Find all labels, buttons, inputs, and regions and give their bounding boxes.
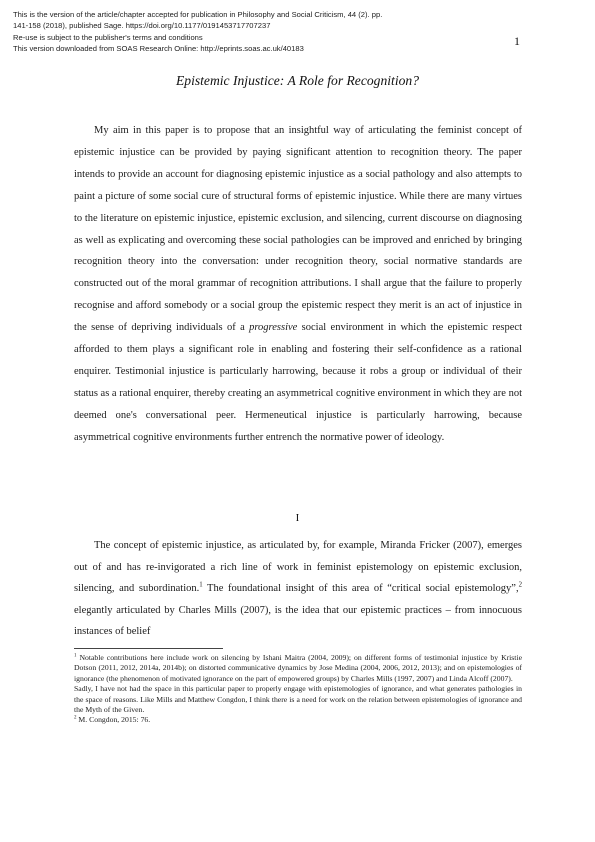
paragraph-text: The foundational insight of this area of “critical social epistemology”,: [202, 583, 519, 594]
page-number: 1: [514, 34, 520, 48]
footnote-text: Notable contributions here include work on silencing by Ishani Maitra (2004, 2009); on different forms of testimonial injustice by Kristie Dotson (2011, 2012, 2014a, 2014b); on distorted communicative dynamics by Jose Medina (2004, 2006, 2012, 2013); and on epistemologies of ignorance (the phenomenon of motivated ignorance on the part of empowered groups) by Charles Mills (1997, 2007) and Linda Alcoff (2007).: [74, 653, 522, 683]
publication-notice: [13, 9, 483, 54]
footnote-marker: 1: [74, 653, 77, 659]
footnote-reference[interactable]: 1: [199, 581, 203, 589]
publication-notice-line: This is the version of the article/chapter accepted for publication in Philosophy and Social Criticism, 44 (2). pp.: [13, 10, 383, 19]
section-paragraph: [74, 535, 522, 643]
abstract-text-continued: social environment in which the epistemic respect afforded to them plays a significant role in enabling and fostering their self-confidence as a rational enquirer. Testimonial injustice is particularly harrowing, because it robs a group or individual of their status as a rational enquirer, thereby creating an asymmetrical cognitive environment in which they are not deemed one's conversational peer. Hermeneutical injustice is particularly harrowing, because asymmetrical cognitive environments further entrench the normative power of ideology.: [74, 322, 523, 443]
footnote-reference[interactable]: 2: [518, 581, 522, 589]
footnote-separator: [74, 648, 223, 649]
publication-notice-line: This version downloaded from SOAS Research Online: http://eprints.soas.ac.uk/40183: [13, 43, 304, 53]
abstract-text: My aim in this paper is to propose that an insightful way of articulating the feminist concept of epistemic injustice can be provided by paying significant attention to recognition theory. The paper intends to provide an account for diagnosing epistemic injustice as a social pathology and also attempts to paint a picture of some social cure of structural forms of epistemic injustice. While there are many virtues to the literature on epistemic injustice, epistemic exclusion, and silencing, current discourse on diagnosing as well as explicating and overcoming these social pathologies can be improved and enriched by bringing recognition theory into the conversation: under recognition theory, social normative standards are constructed out of the moral grammar of recognition attributions. I shall argue that the failure to properly recognise and afford somebody or a social group the epistemic respect they merit is an act of injustice in the sense of depriving individuals of a: [74, 125, 522, 334]
abstract-paragraph: [74, 120, 522, 449]
publication-notice-line: Re-use is subject to the publisher's terms and conditions: [13, 32, 203, 42]
publication-notice-line: 141-158 (2018), published Sage. https://doi.org/10.1177/0191453717707237: [13, 21, 271, 31]
footnote: [74, 653, 522, 684]
footnotes: [74, 653, 522, 726]
footnote: [74, 715, 522, 725]
paragraph-text: The concept of epistemic injustice, as articulated by, for example, Miranda Fricker (2007), emerges out of and has re-invigorated a rich line of work in feminist epistemology on epistemic exclusion, silencing, and subordination.: [74, 540, 522, 594]
footnote-marker: 2: [74, 715, 77, 721]
section-heading: I: [295, 512, 300, 524]
footnote-continuation: Sadly, I have not had the space in this particular paper to properly engage with epistemologies of ignorance, and what generates pathologies in the space of reasons. Like Mills and Matthew Congdon, I think there is a need for work on the relation between epistemologies of ignorance and the Myth of the Given.: [74, 684, 522, 715]
article-title: Epistemic Injustice: A Role for Recognition?: [175, 73, 419, 88]
abstract-emphasis: progressive: [249, 322, 298, 334]
paragraph-text: elegantly articulated by Charles Mills (2007), is the idea that our epistemic practices – from innocuous instances of belief: [74, 604, 522, 637]
footnote-text: M. Congdon, 2015: 76.: [76, 715, 151, 725]
